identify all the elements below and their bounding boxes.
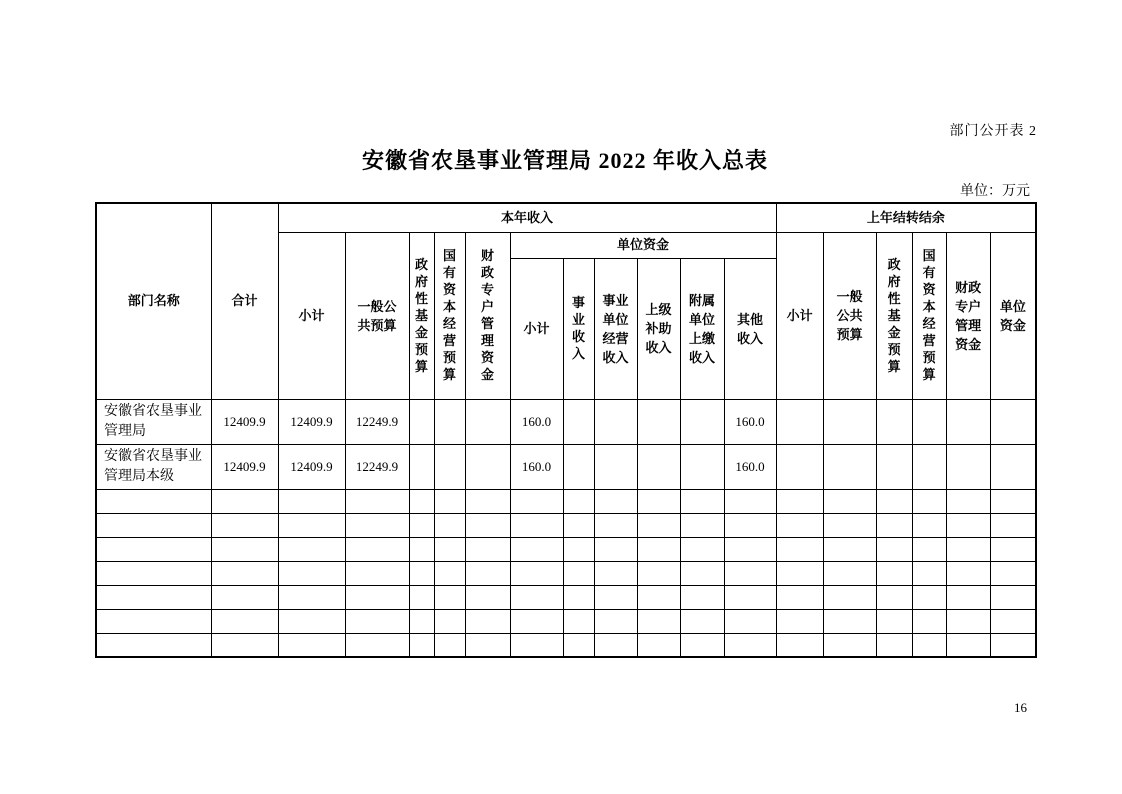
empty-cell <box>211 609 278 633</box>
empty-cell <box>211 561 278 585</box>
empty-cell <box>724 609 776 633</box>
empty-cell <box>823 513 876 537</box>
empty-cell <box>409 537 434 561</box>
empty-cell <box>680 609 724 633</box>
empty-cell <box>724 513 776 537</box>
empty-cell <box>823 633 876 657</box>
empty-cell <box>776 585 823 609</box>
cell-cy-general-budget: 12249.9 <box>345 444 409 489</box>
header-cy-state-capital-budget-label: 国有资本经营预算 <box>442 248 456 382</box>
empty-cell <box>434 489 465 513</box>
empty-cell <box>876 537 912 561</box>
empty-cell <box>594 489 637 513</box>
unit-note: 单位：万元 <box>960 184 1030 199</box>
empty-cell <box>594 609 637 633</box>
empty-cell <box>776 513 823 537</box>
header-ly-subtotal: 小计 <box>776 232 823 399</box>
header-ly-general-budget <box>823 232 876 399</box>
header-uf-superior-subsidy <box>637 258 680 399</box>
empty-cell <box>563 585 594 609</box>
empty-cell <box>637 489 680 513</box>
header-cy-general-budget <box>345 232 409 399</box>
header-uf-subtotal: 小计 <box>510 258 563 399</box>
empty-cell <box>876 585 912 609</box>
cell-ly-general-budget <box>823 444 876 489</box>
empty-cell <box>637 561 680 585</box>
empty-cell <box>637 585 680 609</box>
empty-cell <box>724 561 776 585</box>
table-row-empty <box>96 609 1036 633</box>
empty-cell <box>434 585 465 609</box>
empty-cell <box>510 609 563 633</box>
empty-cell <box>409 585 434 609</box>
table-row-empty <box>96 633 1036 657</box>
empty-cell <box>211 489 278 513</box>
empty-cell <box>946 489 990 513</box>
empty-cell <box>912 513 946 537</box>
header-cy-fiscal-account <box>465 232 510 399</box>
empty-cell <box>912 609 946 633</box>
header-ly-unit-funds-label: 单位资金 <box>999 298 1026 333</box>
empty-cell <box>637 633 680 657</box>
empty-cell <box>96 537 211 561</box>
header-row-1 <box>96 203 1036 232</box>
cell-uf-affiliate-remit <box>680 399 724 444</box>
empty-cell <box>724 633 776 657</box>
empty-cell <box>912 489 946 513</box>
empty-cell <box>465 513 510 537</box>
empty-cell <box>345 489 409 513</box>
empty-cell <box>278 633 345 657</box>
header-cy-fiscal-account-label: 财政专户管理资金 <box>480 248 494 382</box>
empty-cell <box>912 585 946 609</box>
empty-cell <box>776 633 823 657</box>
empty-cell <box>776 537 823 561</box>
empty-cell <box>990 513 1036 537</box>
empty-cell <box>912 561 946 585</box>
cell-uf-affiliate-remit <box>680 444 724 489</box>
table-row-empty <box>96 585 1036 609</box>
empty-cell <box>823 489 876 513</box>
cell-uf-superior-subsidy <box>637 399 680 444</box>
empty-cell <box>637 513 680 537</box>
empty-cell <box>96 513 211 537</box>
cell-ly-state-capital <box>912 399 946 444</box>
cell-total: 12409.9 <box>211 444 278 489</box>
cell-ly-fiscal-account <box>946 399 990 444</box>
empty-cell <box>510 489 563 513</box>
cell-uf-business-income <box>563 399 594 444</box>
empty-cell <box>990 609 1036 633</box>
empty-cell <box>278 537 345 561</box>
empty-cell <box>680 537 724 561</box>
table-row-empty <box>96 561 1036 585</box>
table-row <box>96 444 1036 489</box>
cell-cy-govt-fund <box>409 399 434 444</box>
empty-cell <box>594 513 637 537</box>
cell-uf-business-op-income <box>594 444 637 489</box>
corner-label: 部门公开表 2 <box>949 124 1037 139</box>
empty-cell <box>724 585 776 609</box>
header-total: 合计 <box>211 203 278 399</box>
cell-cy-state-capital <box>434 399 465 444</box>
empty-cell <box>946 585 990 609</box>
empty-cell <box>680 489 724 513</box>
header-cy-state-capital-budget <box>434 232 465 399</box>
empty-cell <box>946 633 990 657</box>
header-uf-business-op-income-label: 事业单位经营收入 <box>602 292 629 365</box>
empty-cell <box>96 609 211 633</box>
cell-dept-name: 安徽省农垦事业管理局 <box>96 399 211 444</box>
empty-cell <box>912 633 946 657</box>
cell-uf-other-income: 160.0 <box>724 444 776 489</box>
empty-cell <box>96 489 211 513</box>
header-ly-fiscal-account-label: 财政专户管理资金 <box>955 279 982 352</box>
header-uf-business-income-label: 事业收入 <box>571 295 585 361</box>
table-body <box>96 399 1036 657</box>
empty-cell <box>345 561 409 585</box>
table-header <box>96 203 1036 399</box>
header-uf-other-income-label: 其他收入 <box>737 311 764 346</box>
cell-ly-state-capital <box>912 444 946 489</box>
cell-uf-business-op-income <box>594 399 637 444</box>
cell-ly-general-budget <box>823 399 876 444</box>
empty-cell <box>563 609 594 633</box>
empty-cell <box>680 561 724 585</box>
income-table-wrap <box>95 202 1037 658</box>
cell-cy-state-capital <box>434 444 465 489</box>
empty-cell <box>278 585 345 609</box>
empty-cell <box>946 609 990 633</box>
empty-cell <box>912 537 946 561</box>
cell-cy-general-budget: 12249.9 <box>345 399 409 444</box>
header-cy-subtotal: 小计 <box>278 232 345 399</box>
empty-cell <box>434 537 465 561</box>
empty-cell <box>96 585 211 609</box>
empty-cell <box>563 633 594 657</box>
empty-cell <box>594 561 637 585</box>
empty-cell <box>823 609 876 633</box>
empty-cell <box>465 585 510 609</box>
empty-cell <box>990 585 1036 609</box>
empty-cell <box>278 609 345 633</box>
empty-cell <box>680 633 724 657</box>
header-cy-govt-fund-budget <box>409 232 434 399</box>
empty-cell <box>465 537 510 561</box>
cell-ly-fiscal-account <box>946 444 990 489</box>
header-ly-general-budget-label: 一般公共预算 <box>836 289 863 342</box>
cell-ly-unit-funds <box>990 399 1036 444</box>
header-uf-superior-subsidy-label: 上级补助收入 <box>645 302 672 355</box>
empty-cell <box>510 513 563 537</box>
empty-cell <box>823 561 876 585</box>
empty-cell <box>594 633 637 657</box>
cell-uf-business-income <box>563 444 594 489</box>
empty-cell <box>946 561 990 585</box>
empty-cell <box>345 537 409 561</box>
empty-cell <box>96 633 211 657</box>
empty-cell <box>409 489 434 513</box>
header-unit-funds-group: 单位资金 <box>510 232 776 258</box>
empty-cell <box>409 513 434 537</box>
empty-cell <box>211 585 278 609</box>
empty-cell <box>876 489 912 513</box>
header-cy-govt-fund-budget-label: 政府性基金预算 <box>414 256 428 374</box>
empty-cell <box>946 513 990 537</box>
header-cy-general-budget-label: 一般公共预算 <box>357 298 397 333</box>
empty-cell <box>776 561 823 585</box>
empty-cell <box>345 513 409 537</box>
cell-ly-unit-funds <box>990 444 1036 489</box>
empty-cell <box>409 633 434 657</box>
cell-uf-superior-subsidy <box>637 444 680 489</box>
header-current-year-income: 本年收入 <box>278 203 776 232</box>
table-row <box>96 399 1036 444</box>
empty-cell <box>510 633 563 657</box>
table-row-empty <box>96 513 1036 537</box>
empty-cell <box>563 489 594 513</box>
empty-cell <box>990 537 1036 561</box>
header-uf-business-income <box>563 258 594 399</box>
empty-cell <box>680 513 724 537</box>
empty-cell <box>724 537 776 561</box>
empty-cell <box>876 561 912 585</box>
header-ly-fiscal-account <box>946 232 990 399</box>
header-uf-business-op-income <box>594 258 637 399</box>
header-uf-affiliate-remit-label: 附属单位上缴收入 <box>688 292 715 365</box>
empty-cell <box>990 489 1036 513</box>
cell-ly-subtotal <box>776 444 823 489</box>
empty-cell <box>96 561 211 585</box>
cell-ly-govt-fund <box>876 399 912 444</box>
empty-cell <box>434 633 465 657</box>
header-ly-govt-fund-budget <box>876 232 912 399</box>
income-table <box>95 202 1037 658</box>
header-prev-year-carryover: 上年结转结余 <box>776 203 1036 232</box>
cell-cy-subtotal: 12409.9 <box>278 399 345 444</box>
cell-uf-subtotal: 160.0 <box>510 399 563 444</box>
empty-cell <box>345 585 409 609</box>
empty-cell <box>637 609 680 633</box>
empty-cell <box>510 561 563 585</box>
empty-cell <box>434 561 465 585</box>
empty-cell <box>434 513 465 537</box>
header-uf-other-income <box>724 258 776 399</box>
empty-cell <box>409 609 434 633</box>
empty-cell <box>465 489 510 513</box>
empty-cell <box>823 537 876 561</box>
empty-cell <box>409 561 434 585</box>
empty-cell <box>465 633 510 657</box>
empty-cell <box>990 561 1036 585</box>
empty-cell <box>776 609 823 633</box>
empty-cell <box>211 633 278 657</box>
empty-cell <box>680 585 724 609</box>
cell-ly-subtotal <box>776 399 823 444</box>
empty-cell <box>563 561 594 585</box>
empty-cell <box>776 489 823 513</box>
empty-cell <box>345 609 409 633</box>
empty-cell <box>510 537 563 561</box>
page-number: 16 <box>1014 700 1027 715</box>
empty-cell <box>990 633 1036 657</box>
empty-cell <box>465 609 510 633</box>
empty-cell <box>345 633 409 657</box>
empty-cell <box>876 609 912 633</box>
empty-cell <box>563 537 594 561</box>
cell-total: 12409.9 <box>211 399 278 444</box>
empty-cell <box>434 609 465 633</box>
empty-cell <box>637 537 680 561</box>
header-ly-state-capital-budget-label: 国有资本经营预算 <box>922 248 936 382</box>
empty-cell <box>876 513 912 537</box>
table-row-empty <box>96 537 1036 561</box>
cell-ly-govt-fund <box>876 444 912 489</box>
empty-cell <box>211 537 278 561</box>
cell-uf-other-income: 160.0 <box>724 399 776 444</box>
cell-cy-fiscal-account <box>465 399 510 444</box>
header-ly-state-capital-budget <box>912 232 946 399</box>
header-uf-affiliate-remit <box>680 258 724 399</box>
cell-cy-govt-fund <box>409 444 434 489</box>
empty-cell <box>724 489 776 513</box>
empty-cell <box>876 633 912 657</box>
empty-cell <box>510 585 563 609</box>
cell-cy-subtotal: 12409.9 <box>278 444 345 489</box>
header-dept-name: 部门名称 <box>96 203 211 399</box>
empty-cell <box>278 489 345 513</box>
page-title: 安徽省农垦事业管理局 2022 年收入总表 <box>361 148 768 173</box>
cell-dept-name: 安徽省农垦事业管理局本级 <box>96 444 211 489</box>
empty-cell <box>211 513 278 537</box>
cell-uf-subtotal: 160.0 <box>510 444 563 489</box>
empty-cell <box>465 561 510 585</box>
empty-cell <box>823 585 876 609</box>
empty-cell <box>946 537 990 561</box>
cell-cy-fiscal-account <box>465 444 510 489</box>
empty-cell <box>594 537 637 561</box>
empty-cell <box>563 513 594 537</box>
empty-cell <box>278 513 345 537</box>
empty-cell <box>594 585 637 609</box>
header-ly-govt-fund-budget-label: 政府性基金预算 <box>887 256 901 374</box>
empty-cell <box>278 561 345 585</box>
table-row-empty <box>96 489 1036 513</box>
header-ly-unit-funds <box>990 232 1036 399</box>
